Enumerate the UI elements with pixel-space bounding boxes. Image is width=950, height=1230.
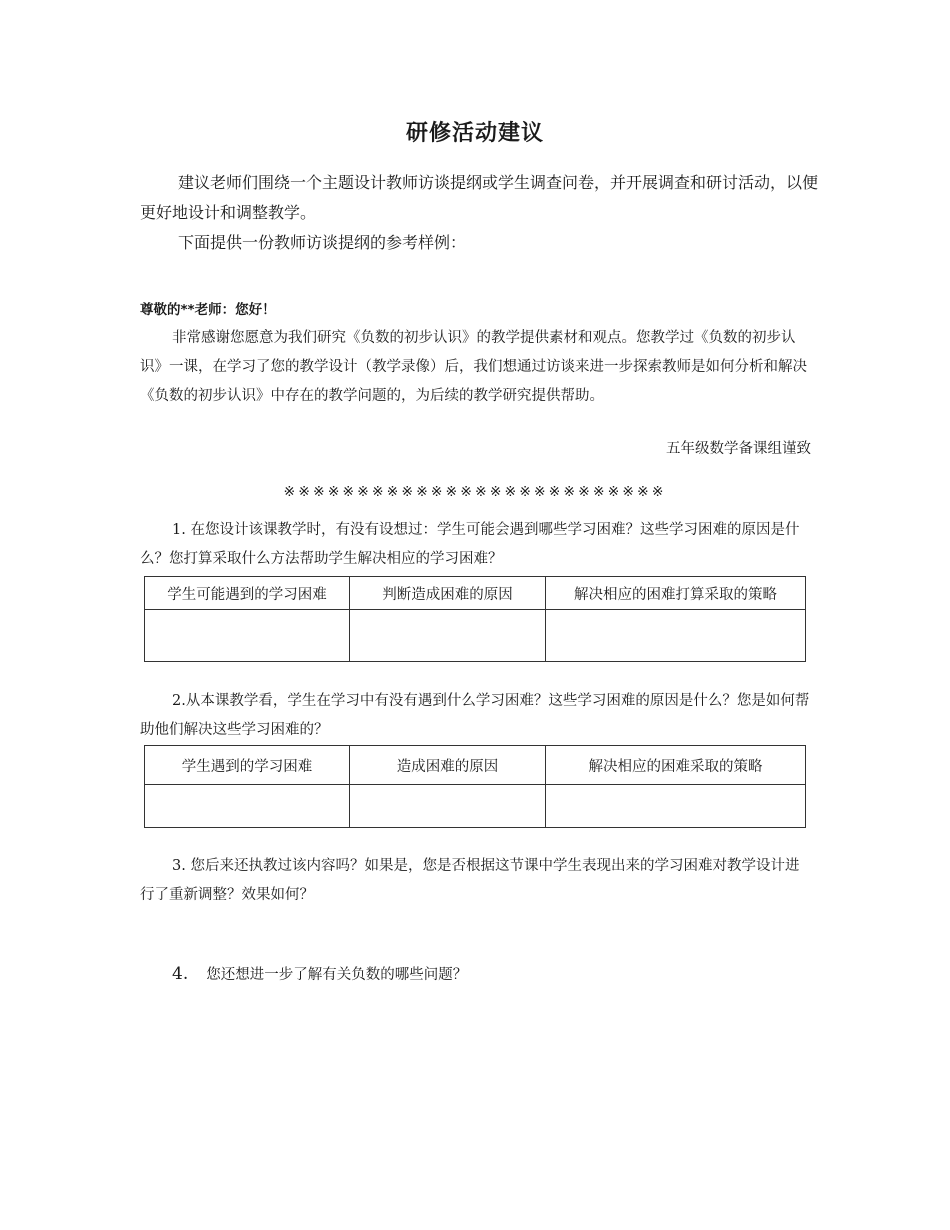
table-row <box>145 610 806 662</box>
intro-section <box>140 168 820 258</box>
table-header-cell: 判断造成困难的原因 <box>350 577 546 610</box>
table-cell[interactable] <box>350 610 546 662</box>
separator: ※※※※※※※※※※※※※※※※※※※※※※※※※※ <box>283 484 667 500</box>
question-2-table <box>144 745 806 828</box>
table-cell[interactable] <box>350 785 546 828</box>
intro-paragraph: 下面提供一份教师访谈提纲的参考样例： <box>178 233 467 252</box>
question-4 <box>172 963 467 984</box>
intro-paragraph: 建议老师们围绕一个主题设计教师访谈提纲或学生调查问卷，并开展调查和研讨活动，以便更好地设计和调整教学。 <box>140 173 819 222</box>
table-header-cell: 解决相应的困难打算采取的策略 <box>546 577 806 610</box>
table-cell[interactable] <box>145 610 350 662</box>
table-header-cell: 造成困难的原因 <box>350 746 546 785</box>
table-cell[interactable] <box>145 785 350 828</box>
table-header-cell: 学生遇到的学习困难 <box>145 746 350 785</box>
page-title: 研修活动建议 <box>405 121 544 146</box>
question-text: 1. 在您设计该课教学时，有没有设想过：学生可能会遇到哪些学习困难？这些学习困难的原因是什么？您打算采取什么方法帮助学生解决相应的学习困难？ <box>140 522 800 567</box>
letter-greeting: 尊敬的**老师：您好！ <box>140 302 276 318</box>
table-header-cell: 解决相应的困难采取的策略 <box>546 746 806 785</box>
table-header-row <box>145 746 806 785</box>
question-1 <box>140 516 812 574</box>
table-cell[interactable] <box>546 785 806 828</box>
question-2 <box>140 687 812 745</box>
question-3 <box>140 852 812 910</box>
table-header-cell: 学生可能遇到的学习困难 <box>145 577 350 610</box>
letter-body: 非常感谢您愿意为我们研究《负数的初步认识》的教学提供素材和观点。您教学过《负数的初步认识》一课，在学习了您的教学设计（教学录像）后，我们想通过访谈来进一步探索教师是如何分析和解决《负数的初步认识》中存在的教学问题的，为后续的教学研究提供帮助。 <box>140 330 807 404</box>
question-number: 4. <box>172 964 189 984</box>
question-1-table <box>144 576 806 662</box>
table-header-row <box>145 577 806 610</box>
table-cell[interactable] <box>546 610 806 662</box>
question-text: 2.从本课教学看，学生在学习中有没有遇到什么学习困难？这些学习困难的原因是什么？您是如何帮助他们解决这些学习困难的？ <box>140 693 810 738</box>
question-text: 3. 您后来还执教过该内容吗？如果是，您是否根据这节课中学生表现出来的学习困难对教学设计进行了重新调整？效果如何？ <box>140 858 800 903</box>
table-row <box>145 785 806 828</box>
question-text: 您还想进一步了解有关负数的哪些问题？ <box>206 967 468 983</box>
letter-signature: 五年级数学备课组谨致 <box>666 441 811 457</box>
